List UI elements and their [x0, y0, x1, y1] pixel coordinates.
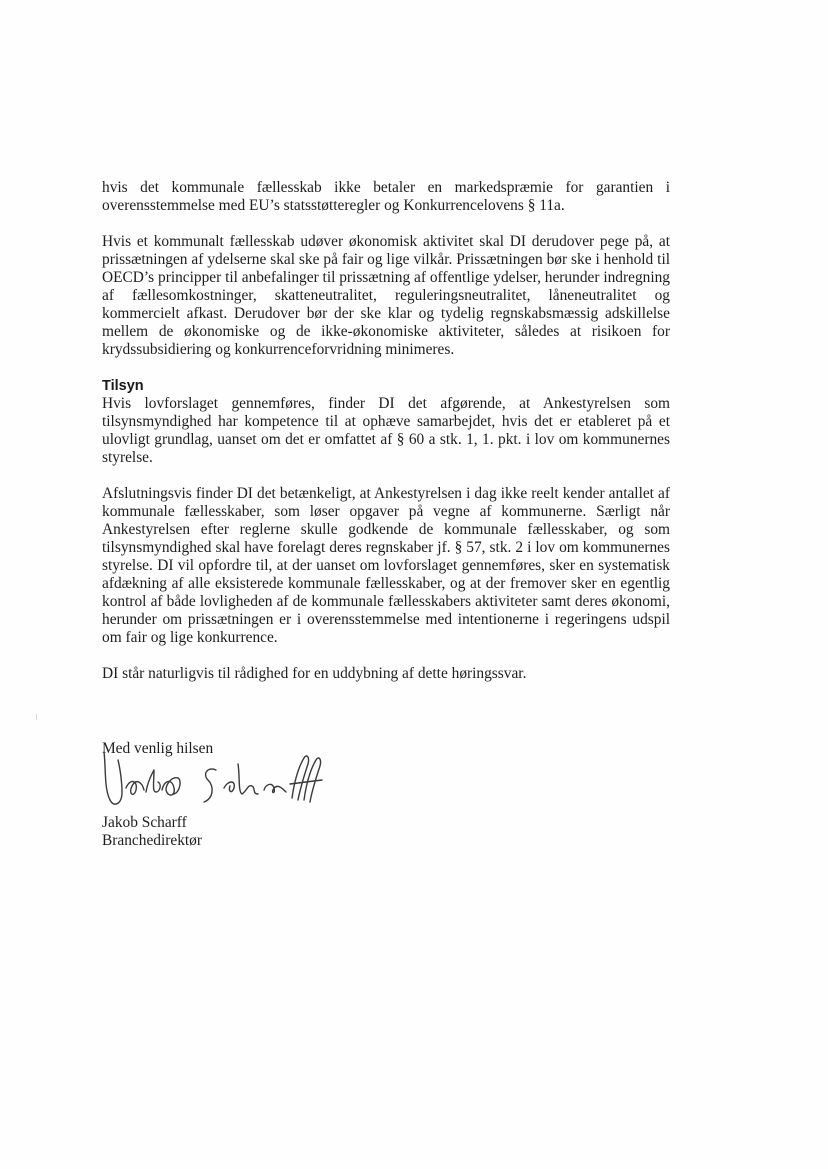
paragraph-offer: DI står naturligvis til rådighed for en uddybning af dette høringssvar. — [102, 665, 527, 682]
paragraph-guarantee: hvis det kommunale fællesskab ikke betaler en markedspræmie for garantien i overensstemmelse med EU’s statsstøtteregler og Konkurrencelovens § 11a. — [102, 179, 670, 214]
section-heading-tilsyn: Tilsyn — [102, 378, 144, 394]
signer-title: Branchedirektør — [102, 832, 202, 849]
signer-block — [102, 814, 402, 850]
document-body — [102, 179, 670, 701]
scan-margin-mark — [36, 714, 37, 720]
paragraph-pricing: Hvis et kommunalt fællesskab udøver økonomisk aktivitet skal DI derudover pege på, at prissætningen af ydelserne skal ske på fair og lige vilkår. Prissætningen bør ske i henhold til OECD’s principper til anbefalinger til prissætning af offentlige ydelser, herunder indregning af fællesomkostninger, skatteneutralitet, reguleringsneutralitet, låneneutralitet og kommercielt afkast. Derudover bør der ske klar og tydelig regnskabsmæssig adskillelse mellem de økonomiske og de ikke-økonomiske aktiviteter, således at risikoen for krydssubsidiering og konkurrenceforvridning minimeres. — [102, 233, 670, 358]
paragraph-conclusion: Afslutningsvis finder DI det betænkeligt, at Ankestyrelsen i dag ikke reelt kender antallet af kommunale fællesskaber, som løser opgaver på vegne af kommunerne. Særligt når Ankestyrelsen efter reglerne skulle godkende de kommunale fællesskaber, og som tilsynsmyndighed skal have forelagt deres regnskaber jf. § 57, stk. 2 i lov om kommunernes styrelse. DI vil opfordre til, at der uanset om lovforslaget gennemføres, sker en systematisk afdækning af alle eksisterede kommunale fællesskaber, og at der fremover sker en egentlig kontrol af både lovligheden af de kommunale fællesskabers aktiviteter samt deres økonomi, herunder om prissætningen er i overensstemmelse med intentionerne i regeringens udspil om fair og lige konkurrence. — [102, 485, 670, 646]
closing-greeting: Med venlig hilsen — [102, 740, 214, 757]
paragraph-tilsyn: Hvis lovforslaget gennemføres, finder DI det afgørende, at Ankestyrelsen som tilsynsmyndighed har kompetence til at ophæve samarbejdet, hvis det er etableret på et ulovligt grundlag, uanset om det er omfattet af § 60 a stk. 1, 1. pkt. i lov om kommunernes styrelse. — [102, 395, 670, 466]
signer-name: Jakob Scharff — [102, 814, 187, 831]
